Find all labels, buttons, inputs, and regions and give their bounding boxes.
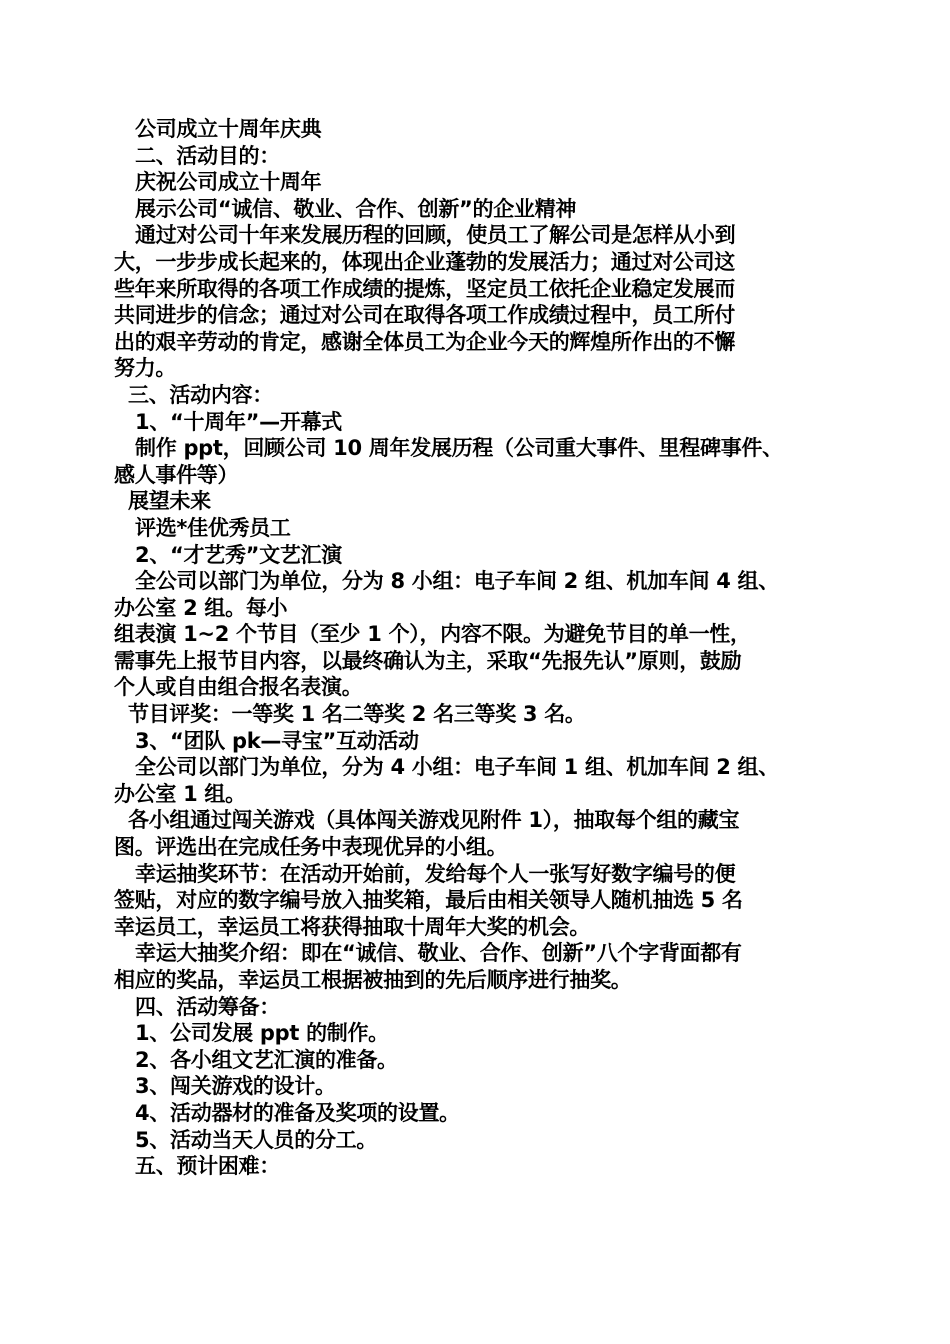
text-line: 幸运员工，幸运员工将获得抽取十周年大奖的机会。 [114, 914, 591, 939]
text-line: 制作 ppt，回顾公司 10 周年发展历程（公司重大事件、里程碑事件、 [114, 436, 783, 461]
text-line: 幸运大抽奖介绍：即在“诚信、敬业、合作、创新”八个字背面都有 [114, 941, 742, 966]
text-line: 庆祝公司成立十周年 [114, 170, 322, 195]
text-line: 展望未来 [114, 489, 211, 514]
text-line: 通过对公司十年来发展历程的回顾，使员工了解公司是怎样从小到 [114, 223, 736, 248]
text-line: 努力。 [114, 356, 177, 381]
section-heading-difficulties: 五、预计困难： [114, 1154, 280, 1179]
text-line: 幸运抽奖环节：在活动开始前，发给每个人一张写好数字编号的便 [114, 861, 736, 886]
text-line: 相应的奖品，幸运员工根据被抽到的先后顺序进行抽奖。 [114, 968, 632, 992]
text-line: 评选*佳优秀员工 [114, 515, 291, 540]
text-line: 图。评选出在完成任务中表现优异的小组。 [114, 835, 508, 860]
text-line: 4、活动器材的准备及奖项的设置。 [114, 1100, 460, 1125]
text-line: 组表演 1~2 个节目（至少 1 个），内容不限。为避免节目的单一性， [114, 622, 751, 647]
text-line: 些年来所取得的各项工作成绩的提炼，坚定员工依托企业稳定发展而 [114, 276, 735, 301]
section-heading-preparation: 四、活动筹备： [114, 994, 280, 1019]
text-line: 3、“团队 pk—寻宝”互动活动 [114, 728, 419, 753]
text-line: 出的艰辛劳动的肯定，感谢全体员工为企业今天的辉煌所作出的不懈 [114, 329, 735, 354]
section-heading-purpose: 二、活动目的： [114, 143, 280, 168]
text-line: 各小组通过闯关游戏（具体闯关游戏见附件 1），抽取每个组的藏宝 [114, 808, 740, 833]
text-line: 3、闯关游戏的设计。 [114, 1074, 336, 1099]
text-line: 签贴，对应的数字编号放入抽奖箱，最后由相关领导人随机抽选 5 名 [114, 888, 743, 913]
text-line: 办公室 2 组。每小 [114, 595, 288, 620]
text-line: 展示公司“诚信、敬业、合作、创新”的企业精神 [114, 196, 577, 221]
text-line: 需事先上报节目内容，以最终确认为主，采取“先报先认”原则，鼓励 [114, 648, 742, 673]
text-line: 大，一步步成长起来的，体现出企业蓬勃的发展活力；通过对公司这 [114, 249, 735, 274]
text-line: 2、“才艺秀”文艺汇演 [114, 542, 342, 567]
document-body [114, 116, 838, 1180]
title-line: 公司成立十周年庆典 [114, 117, 322, 141]
text-line: 1、公司发展 ppt 的制作。 [114, 1021, 389, 1046]
text-line: 共同进步的信念；通过对公司在取得各项工作成绩过程中，员工所付 [114, 303, 735, 328]
text-line: 感人事件等） [114, 462, 239, 487]
text-line: 全公司以部门为单位，分为 4 小组：电子车间 1 组、机加车间 2 组、 [114, 755, 779, 780]
text-line: 5、活动当天人员的分工。 [114, 1127, 378, 1152]
text-line: 全公司以部门为单位，分为 8 小组：电子车间 2 组、机加车间 4 组、 [114, 569, 779, 594]
text-line: 2、各小组文艺汇演的准备。 [114, 1047, 398, 1072]
text-line: 1、“十周年”—开幕式 [114, 409, 342, 434]
section-heading-content: 三、活动内容： [114, 382, 273, 407]
text-line: 办公室 1 组。 [114, 781, 246, 806]
text-line: 个人或自由组合报名表演。 [114, 675, 363, 700]
text-line: 节目评奖：一等奖 1 名二等奖 2 名三等奖 3 名。 [114, 702, 586, 727]
